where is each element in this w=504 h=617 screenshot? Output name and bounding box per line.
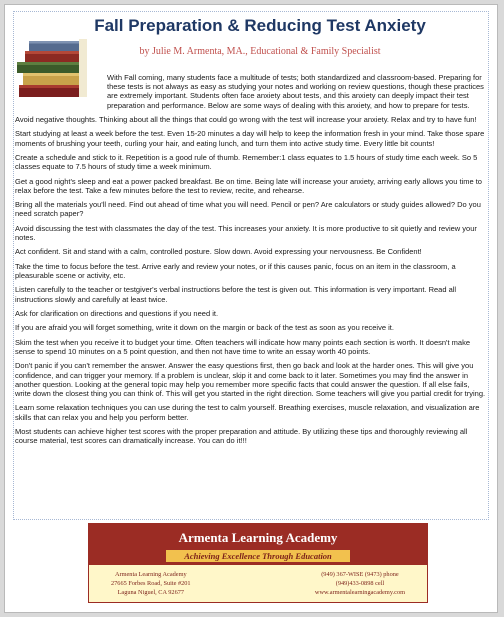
address-line: 27665 Forbes Road, Suite #201 <box>111 580 191 587</box>
academy-banner <box>88 523 428 603</box>
article-body <box>15 73 487 451</box>
address-line: Laguna Niguel, CA 92677 <box>117 589 185 596</box>
paragraph: Don't panic if you can't remember the answer. Answer the easy questions first, then go back and look at the harder ones. This will give you confidence, and can trigger your memory. If a problem is unclear, skip it and come back to it later. Sometimes you may find the answer in another question. Looking at the general topic may help you remember more specific facts that could answer the question. If all else fails, write down the closest thing you can think of. This will get you started in the right direction. Some teachers will give you partial credit for trying. <box>15 361 486 398</box>
academy-contact <box>315 570 405 597</box>
paragraph: Avoid negative thoughts. Thinking about all the things that could go wrong with the test will increase your anxiety. Relax and try to have fun! <box>15 115 477 124</box>
paragraph: Take the time to focus before the test. Arrive early and review your notes, or if this causes panic, focus on an item in the classroom, a pleasurable scene or activity, etc. <box>15 261 456 280</box>
cell-line: (949)433-0898 cell <box>335 580 385 587</box>
academy-slogan: Achieving Excellence Through Education <box>166 550 350 562</box>
website-line: www.armentalearningacademy.com <box>314 589 405 596</box>
paragraph: If you are afraid you will forget something, write it down on the margin or back of the test as soon as you receive it. <box>15 323 394 333</box>
academy-name: Armenta Learning Academy <box>178 530 338 545</box>
paragraph: Get a good night's sleep and eat a power packed breakfast. Be on time. Being late will increase your anxiety, arriving early allows you time to relax before the test. Take a few minutes before the test to review, recite, and rehearse. <box>15 176 482 195</box>
academy-address <box>111 570 191 597</box>
author-byline: by Julie M. Armenta, MA., Educational & Family Specialist <box>139 46 381 57</box>
paragraph: Start studying at least a week before the test. Even 15-20 minutes a day will help to keep the information fresh in your mind. Take those spare moments of brushing your teeth, curling your hair, and eating lunch, and turn them into active study time. Every little bit counts! <box>15 129 485 148</box>
paragraph: Listen carefully to the teacher or testgiver's verbal instructions before the test is given out. This information is very important. Read all instructions slowly and carefully at least twice. <box>15 285 457 304</box>
paragraph: Ask for clarification on directions and questions if you need it. <box>15 308 219 318</box>
banner-header <box>89 524 427 565</box>
paragraph: Most students can achieve higher test scores with the proper preparation and attitude. By utilizing these tips and thoroughly reviewing all course material, test scores can dramatically increase. You can do it!!! <box>15 426 468 446</box>
document-title: Fall Preparation & Reducing Test Anxiety <box>94 16 426 35</box>
paragraph: Avoid discussing the test with classmates the day of the test. This increases your anxiety. It is more productive to sit quietly and review your notes. <box>15 223 477 242</box>
banner-footer <box>89 565 427 602</box>
phone-line: (949) 367-WISE (9473) phone <box>321 571 399 578</box>
paragraph: Skim the test when you receive it to budget your time. Often teachers will indicate how many points each section is worth. It doesn't make sense to spend 10 minutes on a 5 point question, and then not have time to write an essay worth 40 points. <box>15 337 470 356</box>
document-page <box>4 4 498 613</box>
paragraph: Act confident. Sit and stand with a calm, controlled posture. Slow down. Avoid expressing your nervousness. Be Confident! <box>15 247 422 257</box>
paragraph: Bring all the materials you'll need. Find out ahead of time what you will need. Pencil or pen? Are calculators or study guides allowed? Do you need scratch paper? <box>15 200 481 219</box>
paragraph: With Fall coming, many students face a multitude of tests; both standardized and classroom-based. Preparing for these tests is not always as easy as studying your notes and working on review questions, though these practices are extremely important. Students often face anxiety about tests, and this anxiety can deeply impact their test preparation and performance. Below are some ways of dealing with this anxiety, and how to prepare for tests. <box>107 73 484 110</box>
paragraph: Learn some relaxation techniques you can use during the test to calm yourself. Breathing exercises, muscle relaxation, and visualization are skills that can relax you and help you perform better. <box>15 403 480 422</box>
address-line: Armenta Learning Academy <box>114 571 187 578</box>
paragraph: Create a schedule and stick to it. Repetition is a good rule of thumb. Remember:1 class equates to 1.5 hours of study time each week. So 5 classes equate to 7.5 hours of study time a week minimum. <box>15 152 478 172</box>
